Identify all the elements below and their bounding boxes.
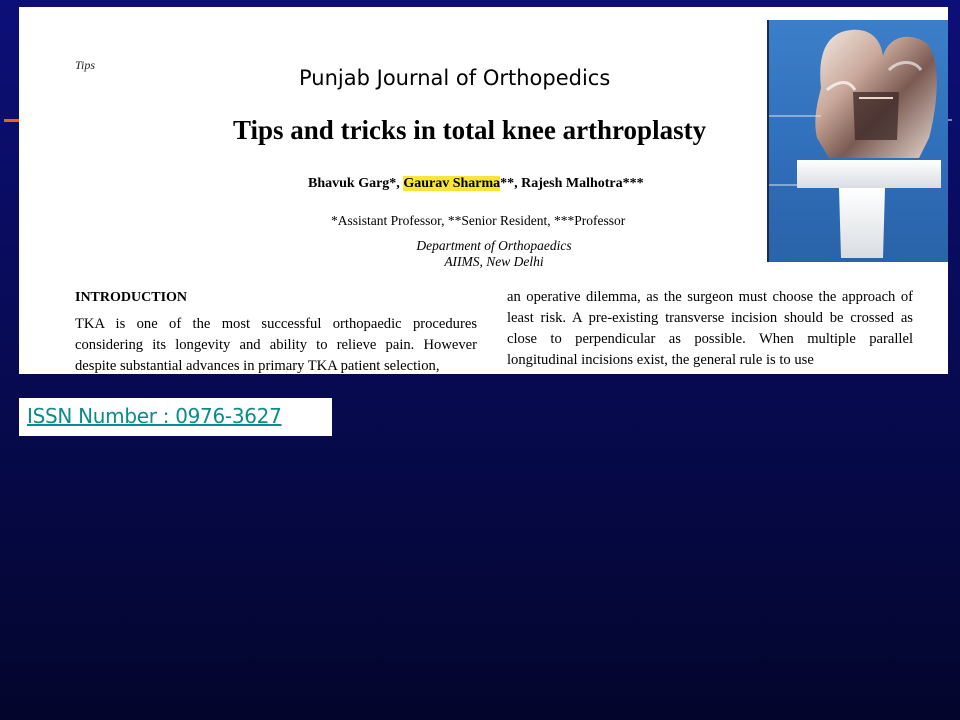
author-first: Bhavuk Garg*, xyxy=(308,176,404,191)
article-title: Tips and tricks in total knee arthroplasty xyxy=(233,115,707,145)
intro-text-left: TKA is one of the most successful orthopaedic procedures considering its longevity and ability to relieve pain. However despite substantial advances in primary TKA patient selection, xyxy=(75,316,477,374)
author-highlighted: Gaurav Sharma xyxy=(403,176,501,191)
section-label: Tips xyxy=(75,58,96,72)
author-list xyxy=(308,176,644,192)
institution: AIIMS, New Delhi xyxy=(444,254,544,269)
knee-implant-image xyxy=(767,20,948,262)
issn-number[interactable]: ISSN Number : 0976-3627 xyxy=(27,404,282,428)
issn-box xyxy=(19,398,332,436)
department: Department of Orthopaedics xyxy=(416,238,572,253)
author-rest: **, Rajesh Malhotra*** xyxy=(500,176,644,191)
journal-name: Punjab Journal of Orthopedics xyxy=(299,66,611,90)
knee-implant-illustration xyxy=(769,20,948,262)
intro-text-right: an operative dilemma, as the surgeon must choose the approach of least risk. A pre-existing transverse incision should be crossed as close to perpendicular as possible. When multiple parallel longitudinal incisions exist, the general rule is to use xyxy=(507,289,913,368)
affiliations: *Assistant Professor, **Senior Resident, ***Professor xyxy=(331,213,626,228)
department-block xyxy=(349,238,639,270)
intro-heading: INTRODUCTION xyxy=(75,290,188,305)
journal-article-image xyxy=(19,7,948,374)
